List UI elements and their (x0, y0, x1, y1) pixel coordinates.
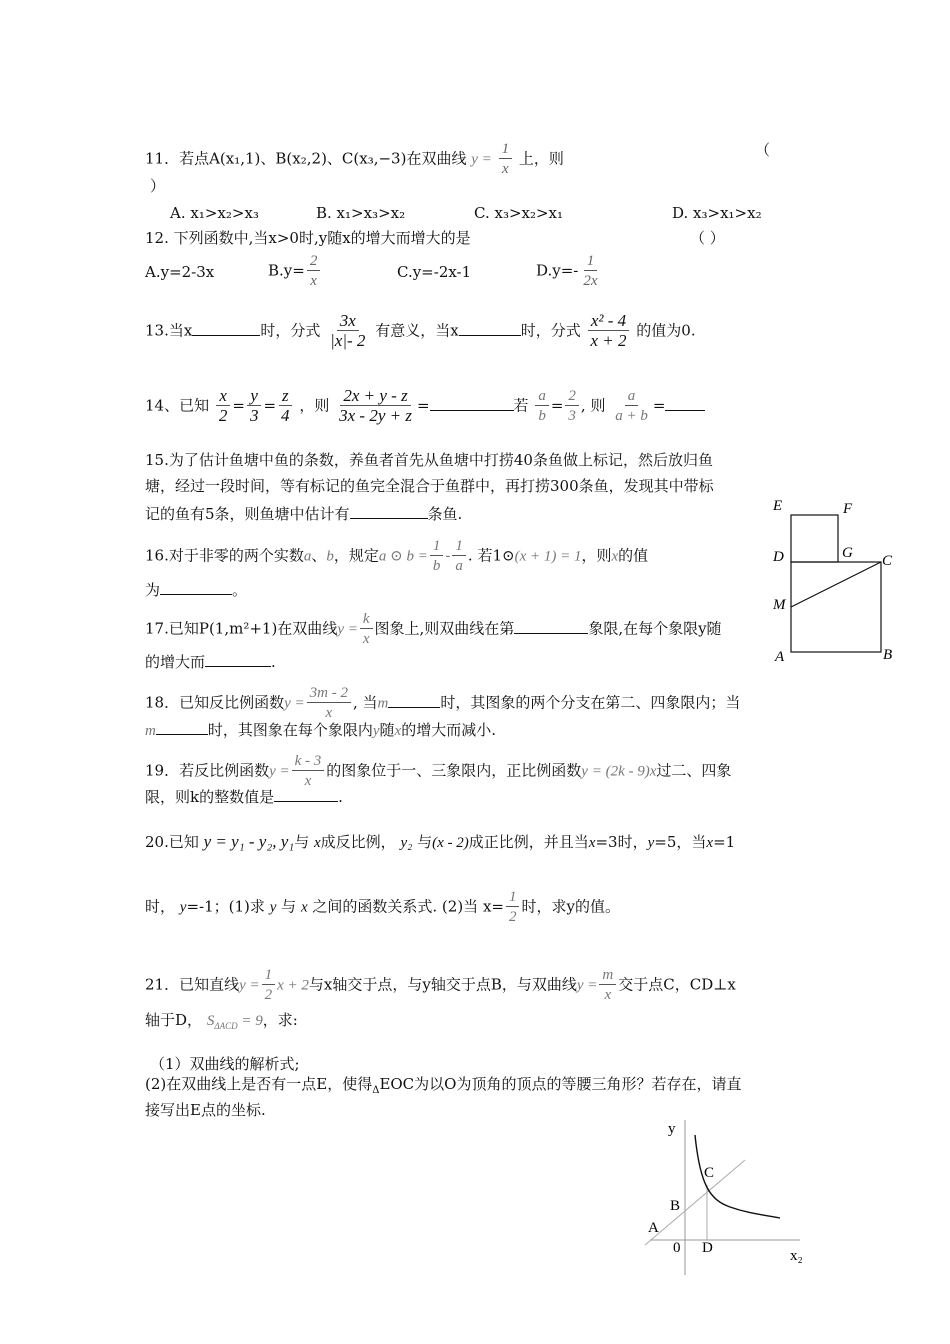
q20-f-num: 1 (506, 888, 520, 907)
q21-t1: 21．已知直线 (145, 975, 240, 994)
q12-d-frac (580, 252, 600, 291)
q11-paren-close: ） (150, 177, 166, 195)
q16-t5: 的值 (618, 546, 649, 565)
q18-l2a: 时，其图象在每个象限内 (207, 721, 373, 739)
q14-frac-y (247, 387, 262, 426)
q11-paren-open: （ (755, 141, 771, 159)
q16-line-2 (145, 578, 247, 600)
label-m: M (773, 597, 786, 613)
q17-blank-2 (205, 650, 271, 667)
q20-f-den: 2 (508, 909, 517, 925)
q21-tail: x + 2 (277, 977, 309, 994)
q18-y: y (372, 723, 380, 739)
label-c-point: C (704, 1165, 715, 1181)
q14-b-den: 3 (249, 406, 259, 425)
q12-b-prefix: B.y= (268, 261, 305, 280)
q20-l2c: 与 (281, 897, 297, 916)
label-x2: x₂ (790, 1248, 803, 1264)
q21-l2b: ，求: (262, 1011, 298, 1029)
q15-line-2: 塘，经过一段时间，等有标记的鱼完全混合于鱼群中，再打捞300条鱼，发现其中带标 (145, 477, 714, 495)
q21-p2a: (2)在双曲线上是否有一点E，使得 (145, 1075, 373, 1093)
q19-blank (274, 785, 338, 802)
q13-frac-2 (587, 312, 629, 351)
q12-option-b (268, 252, 322, 291)
q14-blank-2 (665, 394, 705, 411)
label-b-point: B (670, 1198, 681, 1214)
q20-t1: 20.已知 (145, 833, 199, 851)
q12-option-d (536, 252, 603, 291)
q16-l2b: 。 (232, 581, 248, 599)
q11-option-b: B. x₁>x₃>x₂ (316, 204, 406, 222)
q19-eq2: y = (2k - 9)x (581, 763, 657, 780)
q18-t2: , 当 (352, 693, 378, 712)
q16-t1: 16.对于非零的两个实数 (145, 546, 304, 565)
q21-l2a: 轴于D， (145, 1011, 203, 1029)
q13-t1: 13.当x (145, 321, 193, 340)
q15-blank (350, 502, 428, 519)
q18-l2-m: m (145, 723, 156, 739)
q16-line-1 (145, 537, 648, 576)
q20-x2: x (588, 835, 596, 851)
q17-t3: 象限,在每个象限y随 (588, 619, 722, 638)
q13-f1-den: |x|- 2 (330, 331, 366, 350)
q14-blank-1 (430, 394, 514, 411)
q21-area (207, 1013, 263, 1029)
q16-f1-den: b (432, 558, 441, 574)
q18-t1: 18．已知反比例函数 (145, 693, 285, 712)
q19-eq: y = (269, 763, 290, 780)
q14-frac-ab (535, 387, 549, 426)
q21-frac (262, 966, 276, 1005)
large-square (791, 562, 881, 652)
q18-blank-1 (388, 691, 440, 708)
label-d: D (773, 549, 784, 565)
q12-d-den: 2x (583, 273, 598, 289)
q18-f-den: x (325, 705, 333, 721)
q20-l2x: x (300, 899, 308, 916)
q14-frac-z (278, 387, 293, 426)
q20-line-2 (145, 888, 620, 927)
q18-eq: y = (284, 695, 305, 712)
q12-d-prefix: D.y=- (536, 261, 579, 280)
q21-f-den: 2 (264, 987, 273, 1003)
q14-t3: 若 (513, 396, 529, 415)
label-origin: 0 (673, 1240, 681, 1256)
q20-y2: y₂ (400, 835, 413, 851)
q19-f-den: x (304, 773, 312, 789)
q13 (145, 312, 696, 351)
label-f: F (843, 501, 853, 517)
q17-f-den: x (362, 631, 370, 647)
q21-part-2 (145, 1074, 741, 1101)
q12-b-frac (307, 252, 321, 291)
q11-option-a: A. x₁>x₂>x₃ (170, 204, 259, 222)
q14-g-num: a (625, 387, 639, 406)
q11-option-c: C. x₃>x₂>x₁ (474, 204, 564, 222)
label-d-point: D (702, 1240, 713, 1256)
q11-stem (145, 140, 564, 179)
q13-f2-den: x + 2 (590, 331, 627, 350)
q20-yv: y (647, 835, 655, 851)
label-e: E (773, 498, 783, 514)
q20-t4: 与 (417, 833, 433, 851)
q13-t4: 时，分式 (520, 321, 581, 340)
q14-d-num: 2x + y - z (340, 387, 410, 406)
q18-line-2 (145, 718, 496, 741)
q19-line-2 (145, 785, 343, 807)
q14-f-den: 3 (568, 408, 576, 424)
q21-part-1: （1）双曲线的解析式; (150, 1055, 300, 1073)
q18-m: m (377, 695, 389, 712)
q21-t3: 交于点C，CD⊥x (618, 975, 736, 994)
q16-x: x (611, 548, 619, 565)
q13-blank-2 (459, 319, 521, 336)
q21-p2b: EOC为以O为顶角的顶点的等腰三角形？若存在，请直 (379, 1075, 742, 1093)
segment-mc (791, 562, 881, 607)
q14-b-num: y (247, 387, 261, 406)
q11-after: 上，则 (518, 149, 564, 168)
q18-x: x (394, 723, 402, 739)
q14-d-den: 3x - 2y + z (339, 406, 412, 425)
q17-t2: 图象上,则双曲线在第 (374, 619, 515, 638)
q11-frac-num: 1 (499, 140, 513, 159)
q18-l2b: 随 (379, 721, 395, 739)
q11-text: 11．若点A(x₁,1)、B(x₂,2)、C(x₃,−3)在双曲线 (145, 149, 467, 168)
q18-l2c: 的增大而减小. (401, 721, 496, 739)
small-square (791, 515, 838, 562)
q20-l2a: 时， (145, 897, 176, 916)
q21-t2: 与x轴交于点，与y轴交于点B，与双曲线 (308, 975, 577, 994)
label-a-point: A (648, 1220, 659, 1236)
q14-t4: , 则 (580, 396, 606, 415)
q13-t2: 时，分式 (260, 321, 321, 340)
q21-area-s: S (206, 1013, 215, 1029)
q17-blank-1 (514, 617, 588, 634)
q21-f-num: 1 (262, 966, 276, 985)
q12-option-a: A.y=2-3x (145, 263, 215, 281)
q16-t2: ，规定 (333, 546, 379, 565)
q21-line-2 (145, 1010, 298, 1036)
q14-frac-23 (565, 387, 579, 426)
q16-f2-den: a (455, 558, 463, 574)
q16-def: a ⊙ b = (378, 548, 428, 565)
q12-stem: 12. 下列函数中,当x>0时,y随x的增大而增大的是 (145, 229, 471, 247)
q20-l2b: =-1；(1)求 (186, 897, 265, 916)
q16-minus: - (445, 546, 451, 565)
q14-t1: 14、已知 (145, 396, 210, 415)
label-b: B (883, 647, 893, 663)
q21-frac-2 (599, 966, 616, 1005)
label-c: C (882, 553, 893, 569)
q18-t3: 时，其图象的两个分支在第二、四象限内；当 (440, 693, 741, 712)
q16-frac-1 (430, 537, 444, 576)
q21-area-sub: ΔACD (214, 1021, 238, 1031)
line-ab (645, 1160, 745, 1245)
q14-a-den: 2 (218, 406, 228, 425)
q14-e-den: b (538, 408, 546, 424)
q11-frac-den: x (501, 161, 509, 177)
q14-frac-expr (336, 387, 415, 426)
label-g: G (842, 545, 853, 561)
q14-frac-x (216, 387, 231, 426)
q16-expr: (x + 1) = 1 (514, 548, 582, 565)
q20-l2y2: y (269, 899, 277, 916)
q14: 14、已知 $\frac{x}{2}$ = $\frac{y}{3}$ = $\frac{z}{4}$ ，则 $\frac{2x + y - z}{3x - 2y + z}$ = 若 $\frac{a}{b}$ = $\frac{2}{3}$ , 则 $\frac{a}{a + b}$ = (145, 387, 705, 426)
q16-sep: 、 (311, 546, 327, 565)
q11-option-d: D. x₃>x₁>x₂ (672, 204, 762, 222)
q17-t1: 17.已知P(1,m²+1)在双曲线 (145, 619, 338, 638)
q21-line-1 (145, 966, 736, 1005)
q19-t3: 过二、四象 (656, 761, 732, 780)
q20-expr: (x - 2) (432, 835, 469, 851)
q21-f2-den: x (604, 987, 612, 1003)
q20-line-1 (145, 832, 735, 853)
q20-x3: x (706, 835, 714, 851)
q21-eq2: y = (576, 977, 598, 994)
q13-f1-num: 3x (337, 312, 359, 331)
q14-c-den: 4 (281, 406, 290, 425)
figure-coordinate (640, 1115, 820, 1280)
q14-g-den: a + b (615, 408, 648, 424)
q19-f-num: k - 3 (292, 752, 325, 771)
label-y: y (668, 1121, 676, 1137)
q12-paren: （ ） (690, 229, 725, 247)
q15-l3a: 记的鱼有5条，则鱼塘中估计有 (145, 505, 350, 523)
q20-t2: 与 (294, 833, 310, 851)
q20-eq: y = y₁ - y₂, y₁ (203, 832, 295, 851)
q20-l2e: 时，求y的值。 (521, 897, 620, 916)
q16-a: a (303, 548, 312, 565)
q17-frac (360, 610, 373, 649)
q16-t4: ，则 (581, 546, 612, 565)
q16-blank (160, 578, 232, 595)
q15-line-3 (145, 502, 462, 524)
q14-a-num: x (216, 387, 230, 406)
q20-l2y: y (179, 899, 187, 916)
q12-b-num: 2 (307, 252, 321, 271)
q21-part-3: 接写出E点的坐标. (145, 1101, 266, 1119)
q20-t7: =5，当 (654, 833, 707, 851)
q20-frac (506, 888, 520, 927)
q16-t3: . 若1⊙ (467, 546, 515, 565)
q17-f-num: k (360, 610, 373, 629)
q13-f2-num: x² - 4 (588, 312, 629, 331)
label-a: A (775, 649, 785, 665)
q11-fraction (499, 140, 513, 179)
q14-e-num: a (535, 387, 549, 406)
q12-d-num: 1 (584, 252, 598, 271)
q17-l2b: . (271, 653, 276, 671)
q20-t6: =3时， (595, 833, 648, 851)
q17-eq: y = (337, 621, 358, 638)
q21-f2-num: m (599, 966, 616, 985)
q19-t1: 19．若反比例函数 (145, 761, 270, 780)
q16-f2-num: 1 (452, 537, 466, 556)
q13-frac-1 (327, 312, 368, 351)
q19-l2b: . (338, 788, 343, 806)
q16-l2a: 为 (145, 581, 161, 599)
q19-l2a: 限，则k的整数值是 (145, 788, 275, 806)
q16-f1-num: 1 (430, 537, 444, 556)
q18-blank-2 (156, 718, 208, 735)
q11-eq: y = (471, 151, 492, 168)
q13-blank-1 (192, 319, 260, 336)
q16-b: b (326, 548, 334, 565)
q17-line-2 (145, 650, 276, 672)
q13-t3: 有意义，当x (375, 321, 459, 340)
q14-t2: ，则 (299, 396, 330, 415)
q21-eq: y = (239, 977, 260, 994)
q17-line-1 (145, 610, 722, 649)
q21-triangle-symbol: Δ (372, 1085, 380, 1096)
q21-area-val: = 9 (241, 1013, 263, 1029)
q14-c-num: z (279, 387, 292, 406)
q14-f-num: 2 (565, 387, 579, 406)
q13-t5: 的值为0. (636, 321, 696, 340)
q19-t2: 的图象位于一、三象限内，正比例函数 (326, 761, 582, 780)
q20-t5: 成正比例，并且当 (468, 833, 589, 851)
figure-squares (765, 495, 905, 670)
q20-l2d: 之间的函数关系式. (2)当 x= (312, 897, 504, 916)
q12-b-den: x (310, 273, 317, 289)
q20-t8: =1 (713, 833, 736, 851)
q20-x: x (313, 835, 321, 851)
q15-l3b: 条鱼. (427, 505, 463, 523)
q15-line-1: 15.为了估计鱼塘中鱼的条数，养鱼者首先从鱼塘中打捞40条鱼做上标记，然后放归鱼 (145, 451, 713, 469)
q12-option-c: C.y=-2x-1 (397, 263, 472, 281)
q16-frac-2 (452, 537, 466, 576)
q17-l2a: 的增大而 (145, 653, 206, 671)
q20-t3: 成反比例， (320, 833, 396, 851)
q18-f-num: 3m - 2 (307, 684, 351, 703)
q14-frac-aab (612, 387, 651, 426)
